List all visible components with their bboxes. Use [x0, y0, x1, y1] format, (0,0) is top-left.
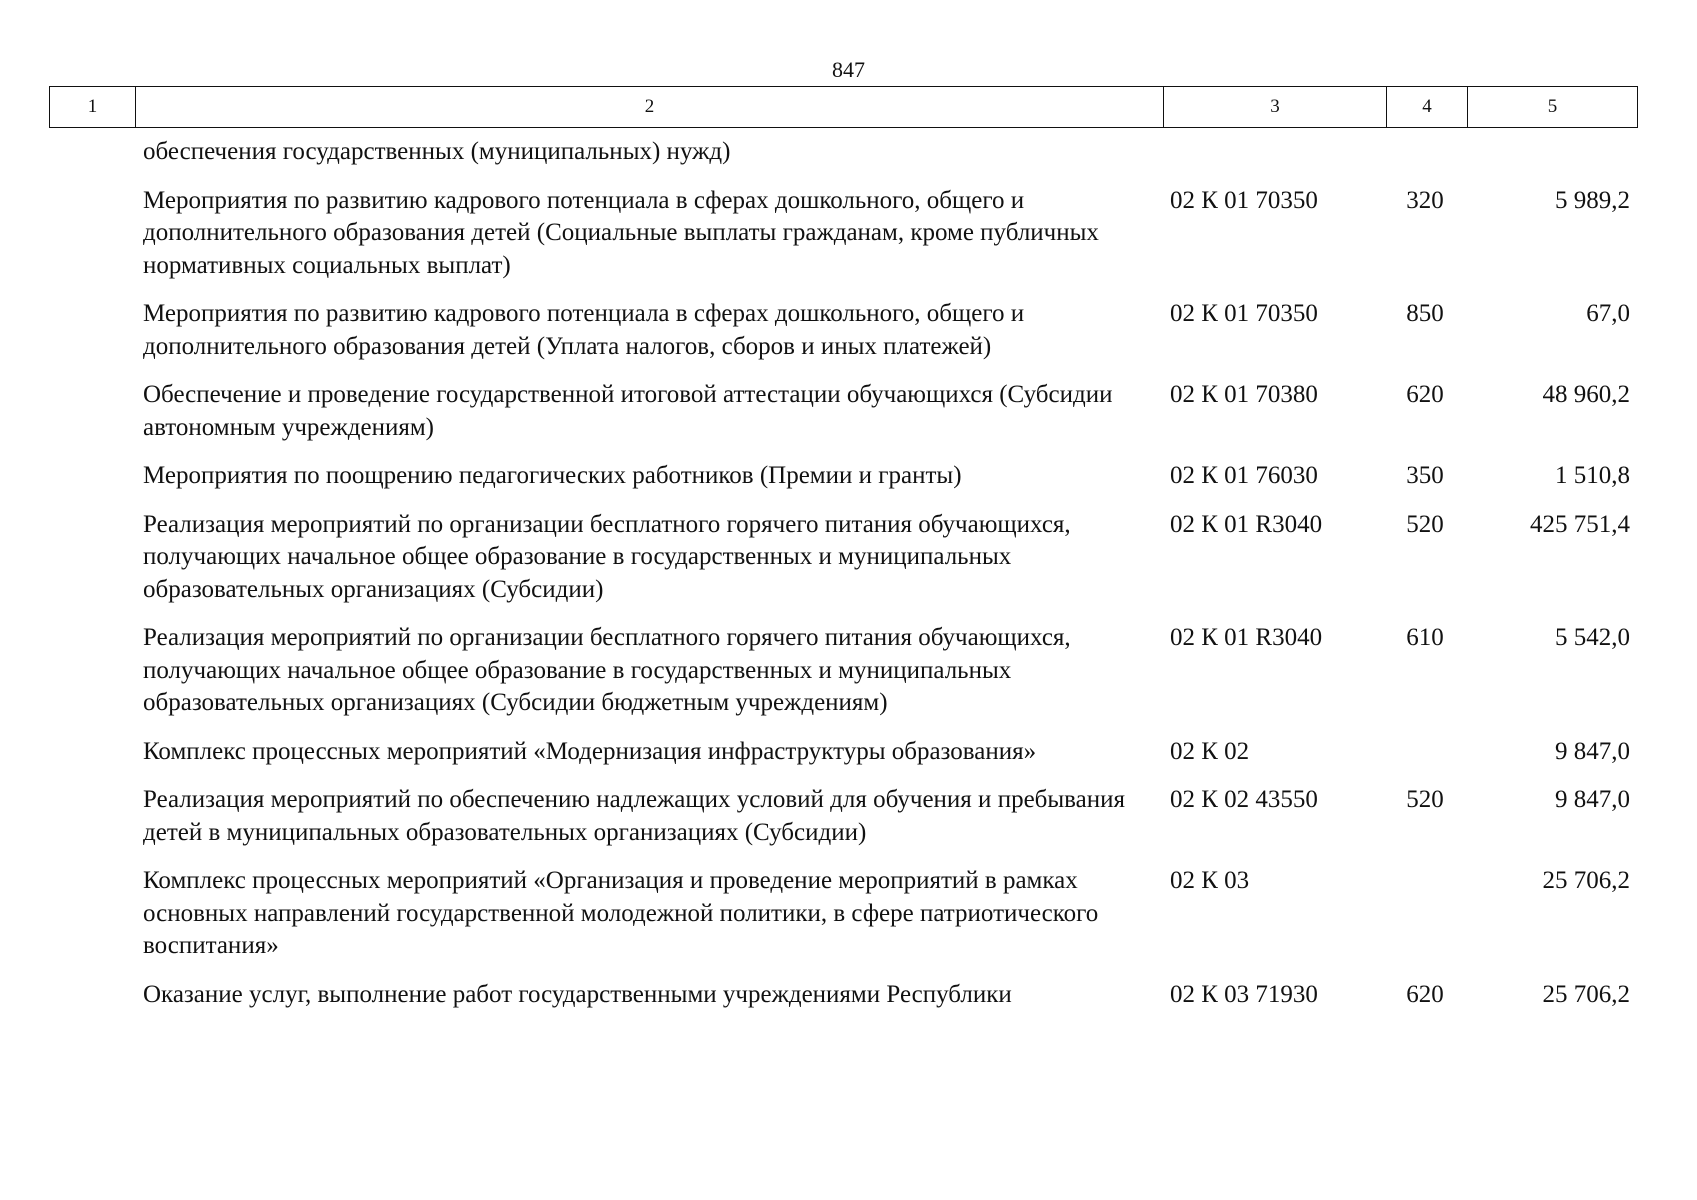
row-target-code: 02 К 03 [1170, 867, 1250, 894]
row-target-code: 02 К 01 R3040 [1170, 624, 1323, 651]
table-row [0, 379, 1697, 444]
row-target-code: 02 К 03 71930 [1170, 980, 1318, 1008]
row-amount: 5 542,0 [1555, 624, 1630, 651]
row-expense-type: 620 [1406, 980, 1444, 1008]
row-expense-type: 350 [1406, 462, 1444, 489]
row-expense-type: 520 [1406, 786, 1444, 813]
row-description: Мероприятия по поощрению педагогических работников (Премии и гранты) [143, 462, 962, 489]
row-target-code: 02 К 01 76030 [1170, 462, 1318, 489]
table-row [0, 979, 1697, 1012]
row-target-code: 02 К 01 70350 [1170, 186, 1318, 214]
row-description: Оказание услуг, выполнение работ государственными учреждениями Республики [143, 980, 1012, 1008]
column-header-1: 1 [50, 87, 136, 127]
table-row [0, 460, 1697, 493]
row-description: Реализация мероприятий по организации бесплатного горячего питания обучающихся, получающих начальное общее образование в государственных и муниципальных образовательных организациях (Субсидии бюджетным учреждениям) [143, 624, 1071, 716]
column-header-4: 4 [1387, 87, 1468, 127]
column-header-5: 5 [1547, 96, 1558, 117]
row-target-code: 02 К 02 [1170, 737, 1250, 765]
row-description: Мероприятия по развитию кадрового потенциала в сферах дошкольного, общего и дополнительного образования детей (Социальные выплаты гражданам, кроме публичных нормативных социальных выплат) [143, 186, 1099, 279]
row-amount: 425 751,4 [1530, 510, 1630, 538]
row-amount: 67,0 [1586, 300, 1630, 327]
row-target-code: 02 К 01 R3040 [1170, 510, 1323, 538]
row-description: Мероприятия по развитию кадрового потенциала в сферах дошкольного, общего и дополнительного образования детей (Уплата налогов, сборов и иных платежей) [143, 300, 1025, 360]
row-amount: 1 510,8 [1555, 462, 1630, 489]
row-target-code: 02 К 02 43550 [1170, 786, 1318, 813]
row-amount: 25 706,2 [1542, 867, 1630, 894]
row-expense-type: 520 [1406, 510, 1444, 538]
row-amount: 5 989,2 [1555, 186, 1630, 214]
table-row [0, 736, 1697, 769]
row-target-code: 02 К 01 70350 [1170, 300, 1318, 327]
table-row [0, 509, 1697, 607]
column-header-2: 2 [136, 87, 1164, 127]
row-expense-type: 850 [1406, 300, 1444, 327]
row-amount: 9 847,0 [1555, 786, 1630, 813]
row-description: Обеспечение и проведение государственной итоговой аттестации обучающихся (Субсидии автономным учреждениям) [143, 381, 1113, 441]
column-header-row [49, 86, 1638, 128]
page-number: 847 [832, 57, 865, 82]
row-description: Комплекс процессных мероприятий «Организация и проведение мероприятий в рамках основных направлений государственной молодежной политики, в сфере патриотического воспитания» [143, 867, 1099, 959]
row-target-code: 02 К 01 70380 [1170, 381, 1318, 408]
table-row [0, 185, 1697, 283]
row-expense-type: 320 [1406, 186, 1444, 214]
row-amount: 25 706,2 [1542, 980, 1630, 1008]
table-row [0, 136, 1697, 169]
row-amount: 9 847,0 [1555, 737, 1630, 765]
budget-table-body [0, 136, 1697, 1011]
row-description: обеспечения государственных (муниципальных) нужд) [143, 138, 731, 165]
row-description: Реализация мероприятий по обеспечению надлежащих условий для обучения и пребывания детей в муниципальных образовательных организациях (Субсидии) [143, 786, 1126, 846]
table-row [0, 865, 1697, 963]
column-header-3: 3 [1164, 87, 1387, 127]
table-row [0, 622, 1697, 720]
row-expense-type: 620 [1406, 381, 1444, 408]
row-expense-type: 610 [1406, 624, 1444, 651]
row-description: Комплекс процессных мероприятий «Модернизация инфраструктуры образования» [143, 737, 1037, 765]
row-amount: 48 960,2 [1542, 381, 1630, 408]
row-description: Реализация мероприятий по организации бесплатного горячего питания обучающихся, получающих начальное общее образование в государственных и муниципальных образовательных организациях (Субсидии) [143, 510, 1071, 603]
table-row [0, 784, 1697, 849]
table-row [0, 298, 1697, 363]
